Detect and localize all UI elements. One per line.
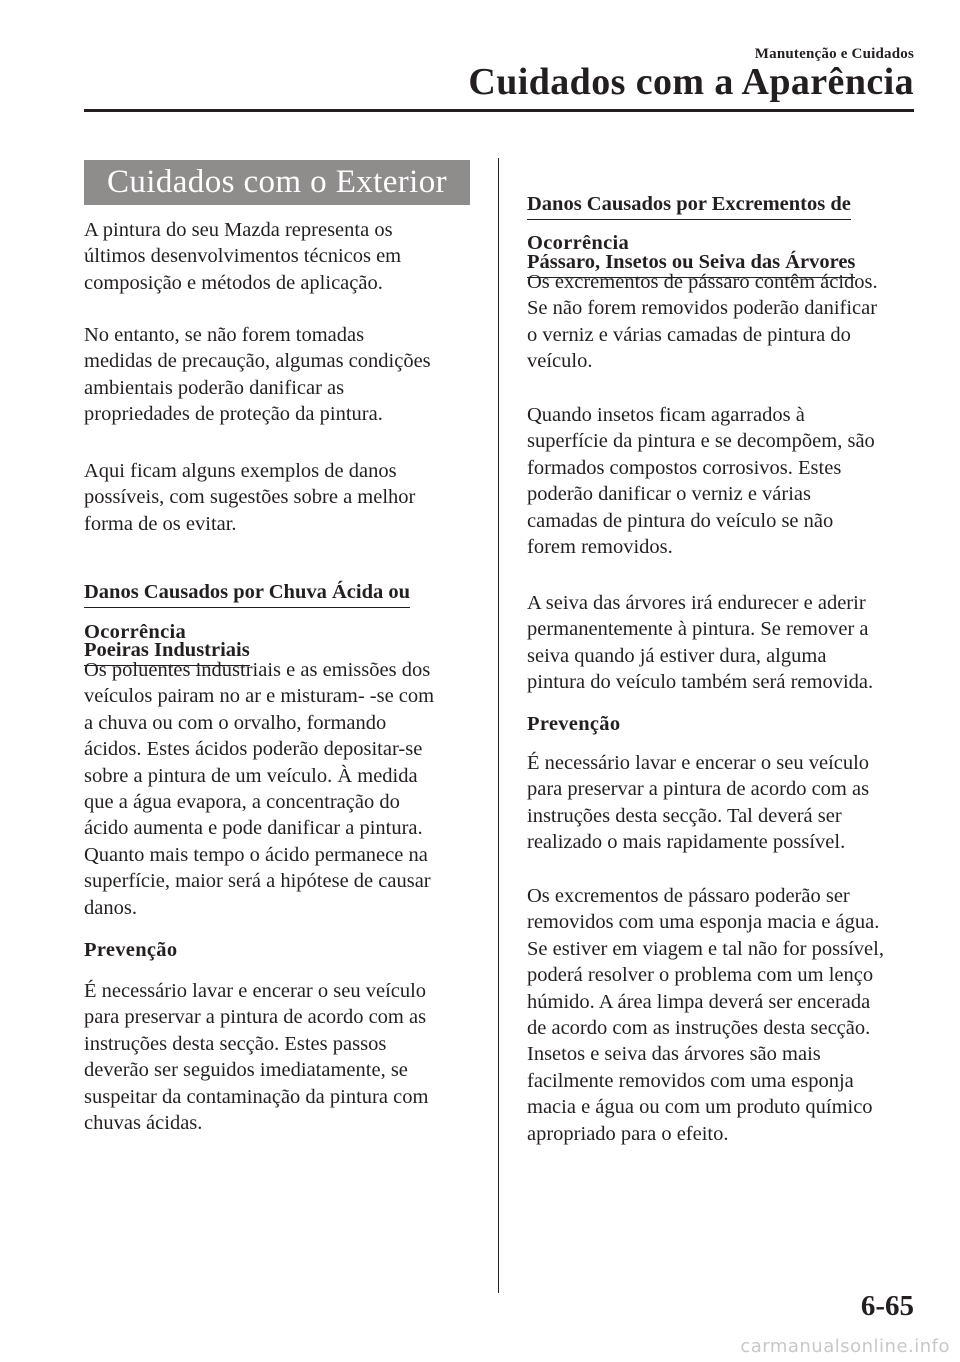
watermark: carmanualsonline.info (740, 1336, 950, 1357)
page-title: Cuidados com a Aparência (468, 61, 914, 103)
intro-paragraph-1: A pintura do seu Mazda representa os últimos desenvolvimentos técnicos em composição e métodos de aplicação. (84, 219, 402, 294)
occurrence-text-1: Os excrementos de pássaro contêm ácidos. Se não forem removidos poderão danificar o verniz e várias camadas de pintura do veículo. (527, 271, 878, 373)
occurrence-text: Os poluentes industriais e as emissões dos veículos pairam no ar e misturam- -se com a chuva ou com o orvalho, formando ácidos. Estes ácidos poderão depositar-se sobre a pintura de um veículo. À medida que a água evapora, a concentração do ácido aumenta e pode danificar a pintura. Quanto mais tempo o ácido permanece na superfície, maior será a hipótese de causar danos. (84, 659, 435, 919)
intro-paragraph-2: No entanto, se não forem tomadas medidas de precaução, algumas condições ambientais poderão danificar as propriedades de proteção da pintura. (84, 324, 431, 426)
subhead-line-2: Poeiras Industriais (84, 636, 250, 666)
section-banner: Cuidados com o Exterior (84, 160, 470, 205)
prevention-text: É necessário lavar e encerar o seu veículo para preservar a pintura de acordo com as instruções desta secção. Estes passos deverão ser seguidos imediatamente, se suspeitar da contaminação da pintura com chuvas ácidas. (84, 980, 429, 1135)
chapter-header: Manutenção e Cuidados (754, 46, 914, 62)
prevention-text-1: É necessário lavar e encerar o seu veículo para preservar a pintura de acordo com as instruções desta secção. Tal deverá ser realizado o mais rapidamente possível. (527, 752, 870, 854)
header-rule (84, 109, 914, 112)
subhead-line-1: Danos Causados por Chuva Ácida ou (84, 578, 410, 608)
subhead-line-2: Pássaro, Insetos ou Seiva das Árvores (527, 248, 855, 278)
occurrence-label: Ocorrência (527, 232, 630, 254)
prevention-label: Prevenção (84, 939, 178, 961)
subhead-acid-rain (84, 550, 410, 666)
occurrence-label: Ocorrência (84, 621, 187, 643)
subhead-line-1: Danos Causados por Excrementos de (527, 190, 851, 220)
occurrence-text-3: A seiva das árvores irá endurecer e aderir permanentemente à pintura. Se remover a seiva quando já estiver dura, alguma pintura do veículo também será removida. (527, 592, 874, 694)
occurrence-text-2: Quando insetos ficam agarrados à superfície da pintura e se decompõem, são formados compostos corrosivos. Estes poderão danificar o verniz e várias camadas de pintura do veículo se não forem removidos. (527, 404, 875, 559)
prevention-label: Prevenção (527, 713, 621, 735)
intro-paragraph-3: Aqui ficam alguns exemplos de danos possíveis, com sugestões sobre a melhor forma de os evitar. (84, 460, 416, 535)
page-number: 6-65 (860, 1290, 914, 1322)
subhead-bird-droppings (527, 162, 855, 278)
column-divider (498, 158, 499, 1293)
prevention-text-2: Os excrementos de pássaro poderão ser removidos com uma esponja macia e água. Se estiver em viagem e tal não for possível, poderá resolver o problema com um lenço húmido. A área limpa deverá ser encerada de acordo com as instruções desta secção. Insetos e seiva das árvores são mais facilmente removidos com uma esponja macia e água ou com um produto químico apropriado para o efeito. (527, 885, 884, 1145)
